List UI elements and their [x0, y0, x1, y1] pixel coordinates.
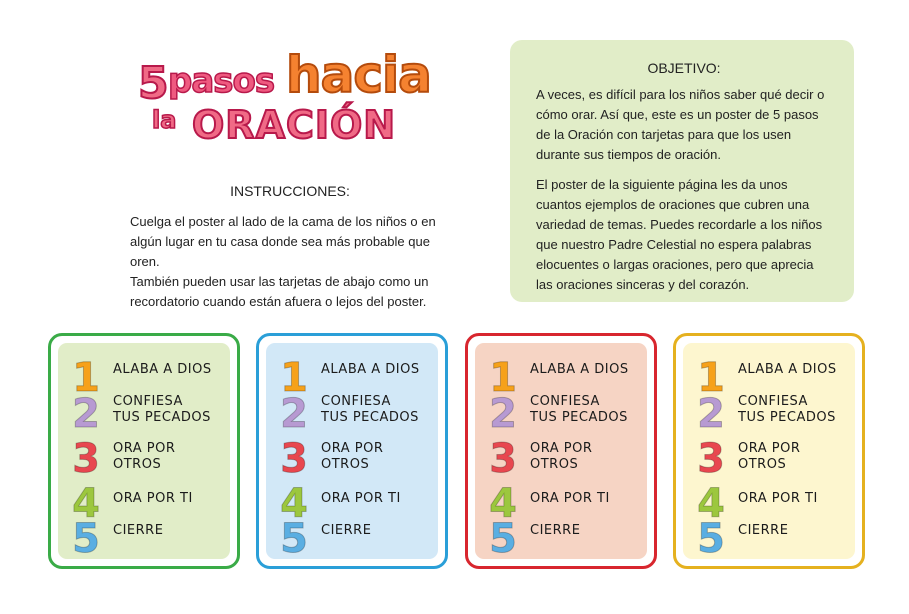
- step-label-line: CIERRE: [113, 523, 164, 538]
- step-number: 5: [697, 516, 725, 562]
- step-label: [738, 491, 818, 507]
- poster-logo: [138, 46, 438, 160]
- step-number: 1: [72, 355, 100, 401]
- step-label-line: OTROS: [530, 457, 579, 472]
- step-label-line: OTROS: [113, 457, 162, 472]
- step-number: 4: [280, 481, 308, 527]
- step-number: 3: [280, 436, 308, 482]
- objective-line: que nuestro Padre Celestial no espera palabras: [536, 237, 812, 252]
- objective-box: [510, 40, 854, 302]
- objective-line: las oraciones sinceras y del corazón.: [536, 277, 750, 292]
- logo-word-la: la: [152, 106, 177, 134]
- step-number: 2: [72, 391, 100, 437]
- prayer-card-panel: [475, 343, 647, 562]
- instructions-line: algún lugar en tu casa donde sea más probable que oren.: [130, 234, 430, 269]
- step-label: [321, 394, 419, 426]
- step-label: [113, 394, 211, 426]
- step-number: 3: [697, 436, 725, 482]
- step-label: [530, 362, 629, 378]
- step-label-line: ORA POR: [321, 441, 384, 456]
- step-label-line: CONFIESA: [738, 394, 808, 409]
- prayer-card-panel: [266, 343, 438, 562]
- step-label: [530, 441, 592, 473]
- step-label-line: TUS PECADOS: [530, 410, 628, 425]
- step-label-line: ORA POR: [113, 441, 176, 456]
- step-number: 2: [697, 391, 725, 437]
- step-label-line: ALABA A DIOS: [530, 362, 629, 377]
- objective-line: durante sus tiempos de oración.: [536, 147, 721, 162]
- step-label-line: ORA POR TI: [530, 491, 610, 506]
- objective-line: cuantos ejemplos de oraciones que cubren una: [536, 197, 810, 212]
- step-label-line: CONFIESA: [321, 394, 391, 409]
- instructions-line: Cuelga el poster al lado de la cama de los niños o en: [130, 214, 436, 229]
- objective-line: A veces, es difícil para los niños saber qué decir o: [536, 87, 825, 102]
- step-number: 2: [280, 391, 308, 437]
- step-number: 5: [280, 516, 308, 562]
- step-label: [321, 491, 401, 507]
- step-label-line: ALABA A DIOS: [113, 362, 212, 377]
- step-label-line: TUS PECADOS: [321, 410, 419, 425]
- step-label: [113, 362, 212, 378]
- instructions-line: recordatorio cuando están afuera o lejos del poster.: [130, 294, 427, 309]
- objective-paragraph-2: [536, 175, 832, 295]
- step-label-line: ORA POR: [738, 441, 801, 456]
- instructions-line: También pueden usar las tarjetas de abajo como un: [130, 274, 429, 289]
- step-label-line: ORA POR TI: [321, 491, 401, 506]
- step-label-line: OTROS: [738, 457, 787, 472]
- step-label-line: CONFIESA: [530, 394, 600, 409]
- prayer-card: [256, 333, 448, 569]
- prayer-card-panel: [58, 343, 230, 562]
- step-number: 5: [489, 516, 517, 562]
- step-label: [530, 394, 628, 426]
- prayer-card: [48, 333, 240, 569]
- step-label-line: TUS PECADOS: [738, 410, 836, 425]
- logo-number-five: 5: [138, 58, 169, 109]
- step-label-line: TUS PECADOS: [113, 410, 211, 425]
- step-label-line: CIERRE: [738, 523, 789, 538]
- step-label-line: CONFIESA: [113, 394, 183, 409]
- instructions-body: [130, 212, 462, 312]
- step-number: 4: [72, 481, 100, 527]
- step-label: [113, 441, 175, 473]
- logo-word-pasos: pasos: [168, 61, 275, 101]
- step-label: [738, 441, 800, 473]
- prayer-card: [465, 333, 657, 569]
- step-label-line: ORA POR: [530, 441, 593, 456]
- step-number: 1: [489, 355, 517, 401]
- step-label: [530, 523, 580, 539]
- objective-line: cómo orar. Así que, este es un poster de 5 pasos: [536, 107, 819, 122]
- objective-line: elocuentes o largas oraciones, pero que aprecia: [536, 257, 814, 272]
- step-number: 4: [489, 481, 517, 527]
- step-label-line: OTROS: [321, 457, 370, 472]
- step-label-line: ORA POR TI: [113, 491, 193, 506]
- prayer-card-panel: [683, 343, 855, 562]
- logo-word-oracion: ORACIÓN: [192, 103, 397, 147]
- step-label: [113, 491, 193, 507]
- step-label: [530, 491, 610, 507]
- logo-word-hacia: hacia: [286, 46, 431, 104]
- objective-line: El poster de la siguiente página les da unos: [536, 177, 788, 192]
- step-number: 2: [489, 391, 517, 437]
- step-label-line: CIERRE: [530, 523, 581, 538]
- step-number: 1: [280, 355, 308, 401]
- step-number: 3: [489, 436, 517, 482]
- step-number: 1: [697, 355, 725, 401]
- step-label-line: ALABA A DIOS: [738, 362, 837, 377]
- step-number: 5: [72, 516, 100, 562]
- step-label: [321, 362, 420, 378]
- objective-title: OBJETIVO:: [647, 60, 721, 76]
- step-label-line: ALABA A DIOS: [321, 362, 420, 377]
- prayer-card: [673, 333, 865, 569]
- step-label: [738, 523, 788, 539]
- step-number: 3: [72, 436, 100, 482]
- step-label: [738, 394, 836, 426]
- step-label: [321, 523, 371, 539]
- step-label: [113, 523, 163, 539]
- step-label-line: ORA POR TI: [738, 491, 818, 506]
- step-number: 4: [697, 481, 725, 527]
- step-label-line: CIERRE: [321, 523, 372, 538]
- step-label: [321, 441, 383, 473]
- instructions-title: INSTRUCCIONES:: [230, 183, 350, 199]
- objective-paragraph-1: [536, 85, 832, 165]
- objective-line: de la Oración con tarjetas para que los usen: [536, 127, 792, 142]
- objective-line: variedad de temas. Puedes recordarle a los niños: [536, 217, 823, 232]
- step-label: [738, 362, 837, 378]
